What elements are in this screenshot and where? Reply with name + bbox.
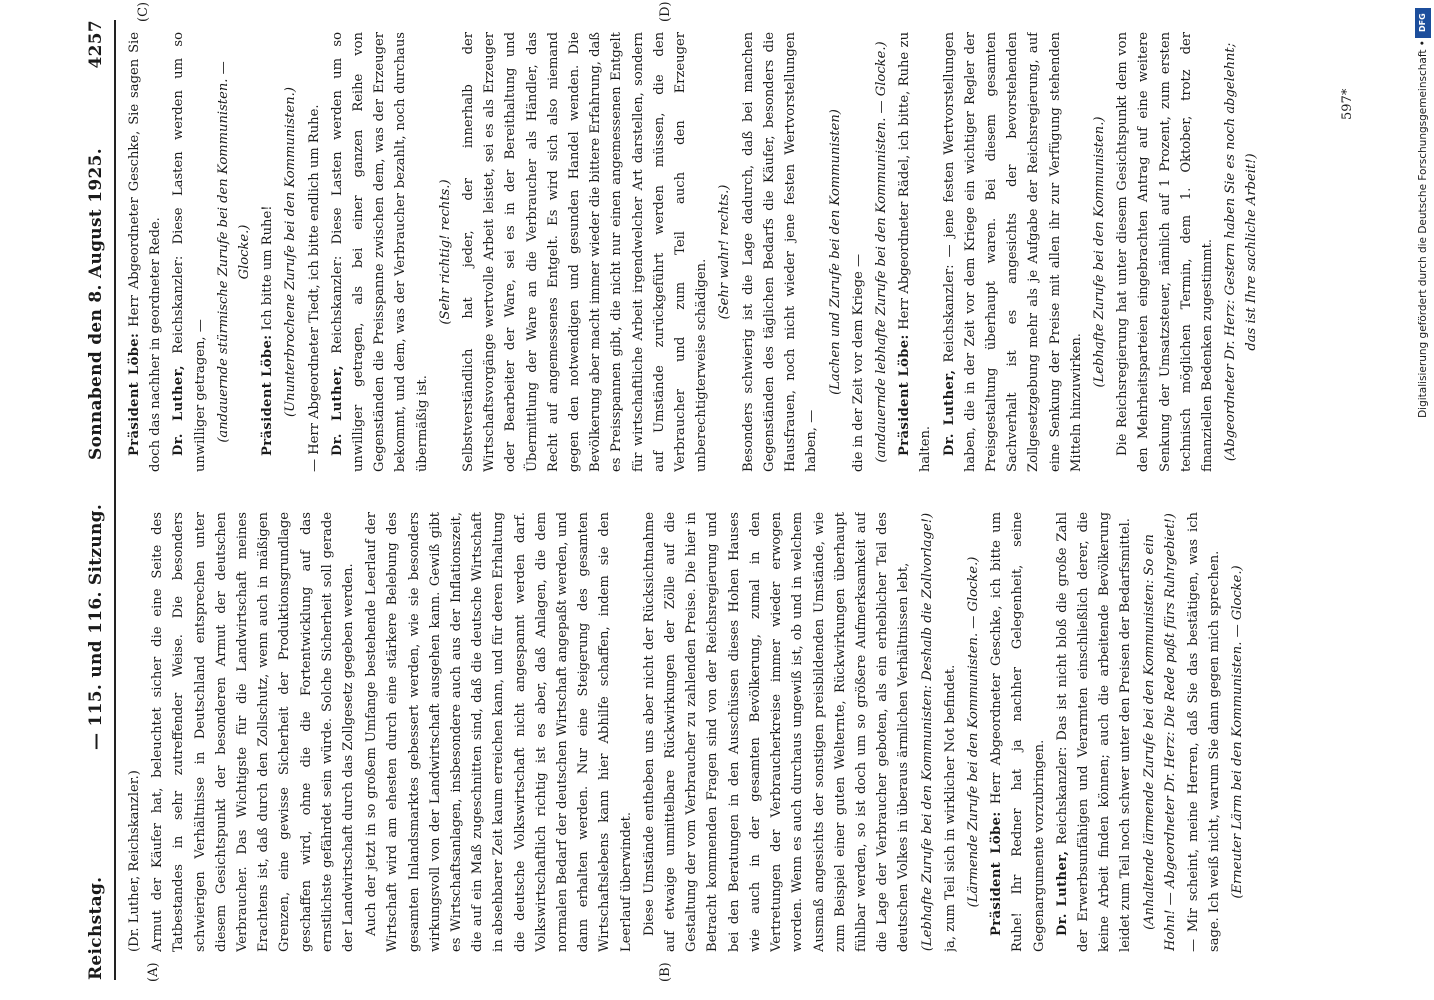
header-date: Sonnabend den 8. August 1925. <box>86 148 106 460</box>
interjection: (Abgeordneter Dr. Herz: Gestern haben Sie es noch abgelehnt; das ist Ihre sachliche Arbeit!) <box>1223 42 1260 462</box>
speaker-name: Dr. Luther, <box>171 365 187 456</box>
speech-paragraph <box>894 32 936 472</box>
interjection: (Lebhafte Zurufe bei den Kommunisten: Deshalb die Zollvorlage!) <box>919 512 935 952</box>
margin-marker-d: (D) <box>658 1 673 22</box>
speech-paragraph <box>257 32 278 472</box>
paragraph: Selbstverständlich hat jeder, der innerhalb der Wirtschaftsvorgänge wertvolle Arbeit leistet, sei es als Erzeuger oder Bearbeiter der Ware, sei es in der Bereithaltung und Übermittlung der Ware an die Verbraucher als Händler, das Recht auf angemessenes Entgelt. Es wird sich also niemand gegen den notwendigen und gesunden Handel wenden. Die Bevölkerung aber macht immer wieder die bittere Erfahrung, daß es Preisspannen gibt, die nicht nur einen angemessenen Entgelt für wirtschaftliche Arbeit irgendwelcher Art darstellen, sondern auf Umstände zurückgeführt werden müssen, die den Verbraucher und zum Teil auch den Erzeuger unberechtigterweise schädigen. <box>461 32 710 472</box>
interjection: (Lachen und Zurufe bei den Kommunisten) <box>827 109 843 395</box>
speech-text: Herr Abgeordneter Geschke, ich bitte um Ruhe! Ihr Redner hat ja nachher Gelegenheit, seine Gegenargumente vorzubringen. <box>989 512 1047 952</box>
header-session: — 115. und 116. Sitzung. <box>86 503 106 750</box>
speaker-name: Dr. Luther, <box>941 369 957 456</box>
running-speaker: (Dr. Luther, Reichskanzler.) <box>127 770 142 952</box>
header-page-number: 4257 <box>86 20 106 69</box>
interjection: (Anhaltende lärmende Zurufe bei den Kommunisten: So ein Hohn! — Abgeordneter Dr. Herz: Die Rede paßt fürs Ruhrgebiet!) <box>1141 513 1178 951</box>
margin-marker-a: (A) <box>146 962 161 982</box>
interjection: (andauernde stürmische Zurufe bei den Kommunisten. — Glocke.) <box>215 61 253 443</box>
margin-marker-c: (C) <box>136 1 151 22</box>
speech-paragraph <box>1052 512 1137 952</box>
speech-text: Herr Abgeordneter Geschke, Sie sagen Sie doch das nachher in geordneter Rede. <box>127 32 164 472</box>
paragraph: die in der Zeit vor dem Kriege — <box>850 253 866 472</box>
paragraph: — Mir scheint, meine Herren, daß Sie das bestätigen, was ich sage. Ich weiß nicht, warum Sie dann gegen mich sprechen. <box>1185 512 1223 952</box>
speech-text: Reichskanzler: Diese Lasten werden um so unwilliger getragen, — <box>171 32 208 472</box>
digitization-credit: Digitalisierung gefördert durch die Deutsche Forschungsgemeinschaft • <box>1417 40 1429 418</box>
speaker-name: Präsident Löbe: <box>897 334 913 456</box>
speech-paragraph <box>986 512 1050 952</box>
interjection: (Lärmende Zurufe bei den Kommunisten. — Glocke.) <box>965 556 981 908</box>
interjection: (Ununterbrochene Zurufe bei den Kommunisten.) <box>283 87 299 417</box>
left-column <box>124 512 1354 952</box>
right-column <box>124 32 1354 472</box>
paragraph: Diese Umstände entheben uns aber nicht der Rücksichtnahme auf etwaige unmittelbare Rückwirkungen der Zölle auf die Gestaltung der vom Verbraucher zu zahlenden Preise. Die hier in Betracht kommenden Fragen sind von der Reichsregierung und bei den Beratungen in den Ausschüssen dieses Hohen Hauses wie auch in der gesamten Bevölkerung, zumal in den Vertretungen der Verbraucherkreise immer wieder erwogen worden. Wenn es auch durchaus ungewiß ist, ob und in welchem Ausmaß angesichts der sonstigen preisbildenden Umstände, wie zum Beispiel einer guten Welternte, Rückwirkungen überhaupt fühlbar werden, so ist doch um so größere Aufmerksamkeit auf die Lage der Verbraucher geboten, als ein erheblicher Teil des deutschen Volkes in überaus ärmlichen Verhältnissen lebt, <box>641 512 912 952</box>
interjection: (Sehr wahr! rechts.) <box>717 184 733 320</box>
speaker-name: Dr. Luther, <box>1054 850 1070 936</box>
header-title: Reichstag. <box>86 876 106 980</box>
speech-text: Reichskanzler: Diese Lasten werden um so unwilliger getragen, als bei einer ganzen Reihe von Gegenständen die Preisspanne zwischen dem, was der Erzeuger bekommt, und dem, was der Verbraucher bezahlt, noch durchaus übermäßig ist. <box>329 32 430 472</box>
interjection: (Sehr richtig! rechts.) <box>437 179 453 325</box>
speaker-name: Dr. Luther, <box>329 365 345 456</box>
page-header <box>74 20 116 980</box>
speech-text: Ich bitte um Ruhe! <box>260 205 276 331</box>
speech-text: Herr Abgeordneter Rädel, ich bitte, Ruhe zu halten. <box>897 32 934 472</box>
speech-paragraph <box>327 32 433 472</box>
speaker-name: Präsident Löbe: <box>127 332 142 456</box>
paragraph: ja, zum Teil sich in wirklicher Not befindet. <box>942 664 958 952</box>
interjection: (andauernde lebhafte Zurufe bei den Kommunisten. — Glocke.) <box>873 41 889 463</box>
paragraph: Die Reichsregierung hat unter diesem Gesichtspunkt dem von den Mehrheitsparteien eingebrachten Antrag auf eine weitere Senkung der Umsatzsteuer, nämlich auf 1 Prozent, zum ersten technisch möglichen Termin, dem 1. Oktober, trotz der finanziellen Bedenken zugestimmt. <box>1115 32 1215 472</box>
speech-paragraph <box>939 32 1087 472</box>
speaker-name: Präsident Löbe: <box>989 811 1005 936</box>
speech-paragraph <box>168 32 210 472</box>
paragraph: Auch der jetzt in so großem Umfange bestehende Leerlauf der Wirtschaft wird am ehesten durch eine stärkere Belebung des gesamten Inlandsmarktes gebessert werden, wie sie besonders wirkungsvoll von der Landwirtschaft ausgehen kann. Gewiß gibt es Wirtschaftsanlagen, insbesondere auch aus der Inflationszeit, die auf ein Maß zugeschnitten sind, daß die deutsche Wirtschaft in absehbarer Zeit kaum erreichen kann, und für deren Erhaltung die deutsche Volkswirtschaft nicht angespannt werden darf. Volkswirtschaftlich richtig ist es aber, daß Anlagen, die dem normalen Bedarf der deutschen Wirtschaft angepaßt werden, und dann erhalten werden. Nur eine Steigerung des gesamten Wirtschaftslebens kann hier Abhilfe schaffen, indem sie den Leerlauf überwindet. <box>364 512 634 952</box>
paragraph: Besonders schwierig ist die Lage dadurch, daß bei manchen Gegenständen des täglichen Bedarfs die Käufer, besonders die Hausfrauen, noch nicht wieder jene festen Wertvorstellungen haben, — <box>740 32 820 472</box>
speaker-name: Präsident Löbe: <box>260 334 276 456</box>
paragraph: — Herr Abgeordneter Tiedt, ich bitte endlich um Ruhe. <box>306 104 322 472</box>
speech-text: Reichskanzler: Das ist nicht bloß die große Zahl der Erwerbsunfähigen und Verarmten einschließlich derer, die keine Arbeit finden können; auch die arbeitende Bevölkerung leidet zum Teil noch schwer unter den Preisen der Bedarfsmittel. <box>1054 512 1134 952</box>
dfg-logo-icon: DFG <box>1415 8 1431 38</box>
speech-paragraph <box>124 32 166 472</box>
interjection: (Lebhafte Zurufe bei den Kommunisten.) <box>1091 116 1107 388</box>
speech-text: Reichskanzler: — jene festen Wertvorstellungen haben, die in der Zeit vor dem Kriege ein wichtiger Regler der Preisgestaltung überhaupt waren. Bei diesem gesamten Sachverhalt ist es angesichts der bevorstehenden Zollgesetzgebung mehr als je Aufgabe der Reichsregierung, auf eine Senkung der Preise mit allen ihr zur Verfügung stehenden Mitteln hinzuwirken. <box>941 32 1084 472</box>
signature-mark: 597* <box>1340 88 1355 120</box>
interjection: (Erneuter Lärm bei den Kommunisten. — Glocke.) <box>1230 565 1246 899</box>
margin-marker-b: (B) <box>658 962 673 982</box>
credit-strip <box>1414 0 1432 1000</box>
paragraph: Armut der Käufer hat, beleuchtet sicher die eine Seite des Tatbestandes in sehr zutreffender Weise. Die besonders schwierigen Verhältnisse in Deutschland entsprechen unter diesem Gesichtspunkt der besonderen Armut der deutschen Verbraucher. Das Wichtigste für die Landwirtschaft meines Erachtens ist, daß durch den Zollschutz, wenn auch in mäßigen Grenzen, eine gewisse Sicherheit der Produktionsgrundlage geschaffen wird, ohne die die Fortentwicklung auf das ernstlichste gefährdet sein würde. Solche Sicherheit soll gerade der Landwirtschaft durch das Zollgesetz gegeben werden. <box>150 512 357 952</box>
document-page <box>28 0 1408 1000</box>
